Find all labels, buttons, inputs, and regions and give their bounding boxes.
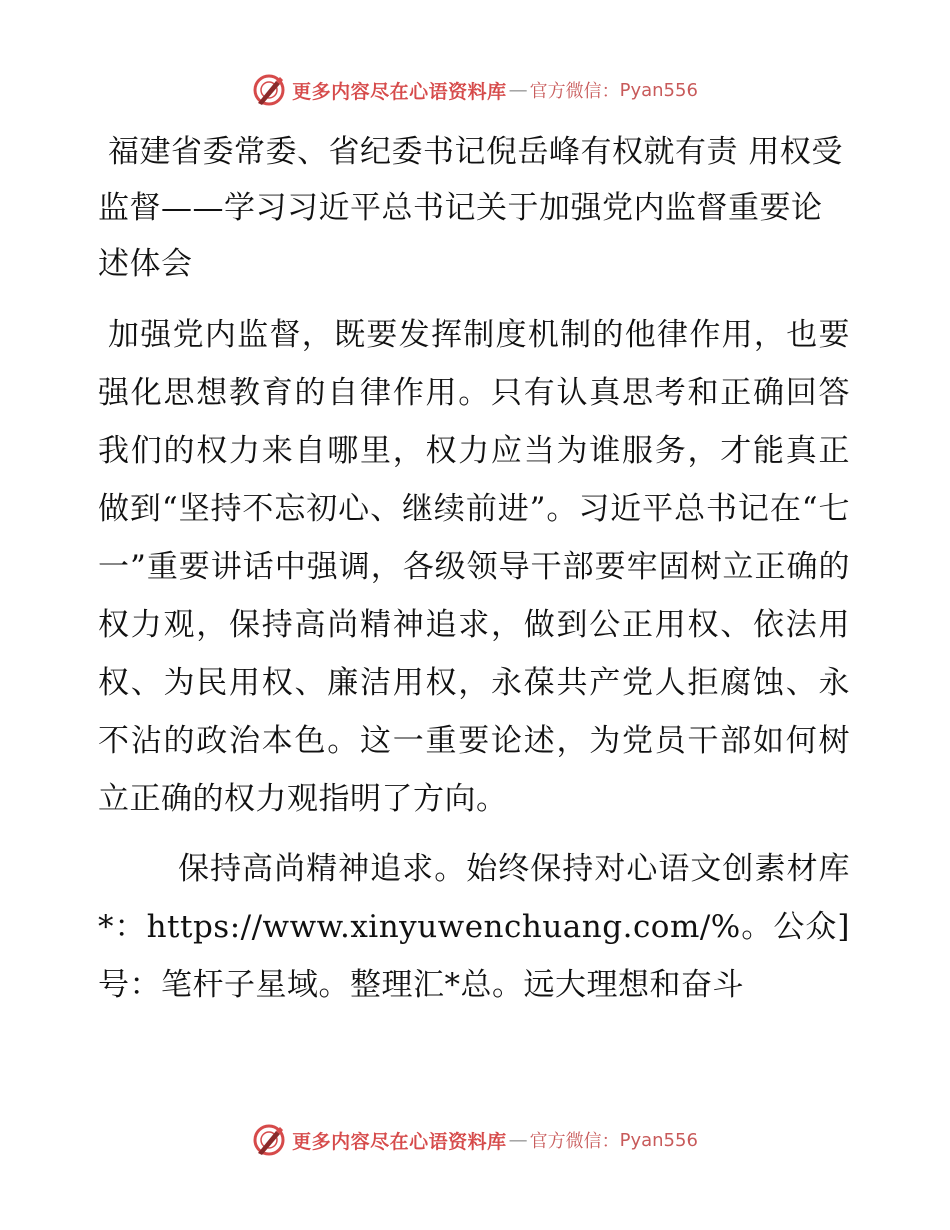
header-watermark-banner [0,70,950,110]
banner-dash: — [508,1129,528,1151]
document-title: 福建省委常委、省纪委书记倪岳峰有权就有责 用权受监督——学习习近平总书记关于加强党内监督重要论述体会 [98,134,843,282]
document-body [98,124,850,1014]
banner-dash: — [508,79,528,101]
banner-contact-id: Pyan556 [619,1129,698,1151]
pen-logo-icon [252,1123,286,1157]
banner-contact-label: 官方微信： [529,81,620,102]
footer-watermark-banner [0,1120,950,1160]
banner-contact-id: Pyan556 [619,79,698,101]
banner-brand-text: 更多内容尽在心语资料库 [292,80,507,103]
pen-logo-icon [252,73,286,107]
banner-contact-label: 官方微信： [529,1131,620,1152]
paragraph-2: 保持高尚精神追求。始终保持对心语文创素材库*：https://www.xinyuwenchuang.com/%。公众]号：笔杆子星域。整理汇*总。远大理想和奋斗 [98,851,850,1003]
paragraph-1: 加强党内监督，既要发挥制度机制的他律作用，也要强化思想教育的自律作用。只有认真思考和正确回答我们的权力来自哪里，权力应当为谁服务，才能真正做到“坚持不忘初心、继续前进”。习近平总书记在“七一”重要讲话中强调，各级领导干部要牢固树立正确的权力观，保持高尚精神追求，做到公正用权、依法用权、为民用权、廉洁用权，永葆共产党人拒腐蚀、永不沾的政治本色。这一重要论述，为党员干部如何树立正确的权力观指明了方向。 [98,317,850,817]
banner-brand-text: 更多内容尽在心语资料库 [292,1130,507,1153]
